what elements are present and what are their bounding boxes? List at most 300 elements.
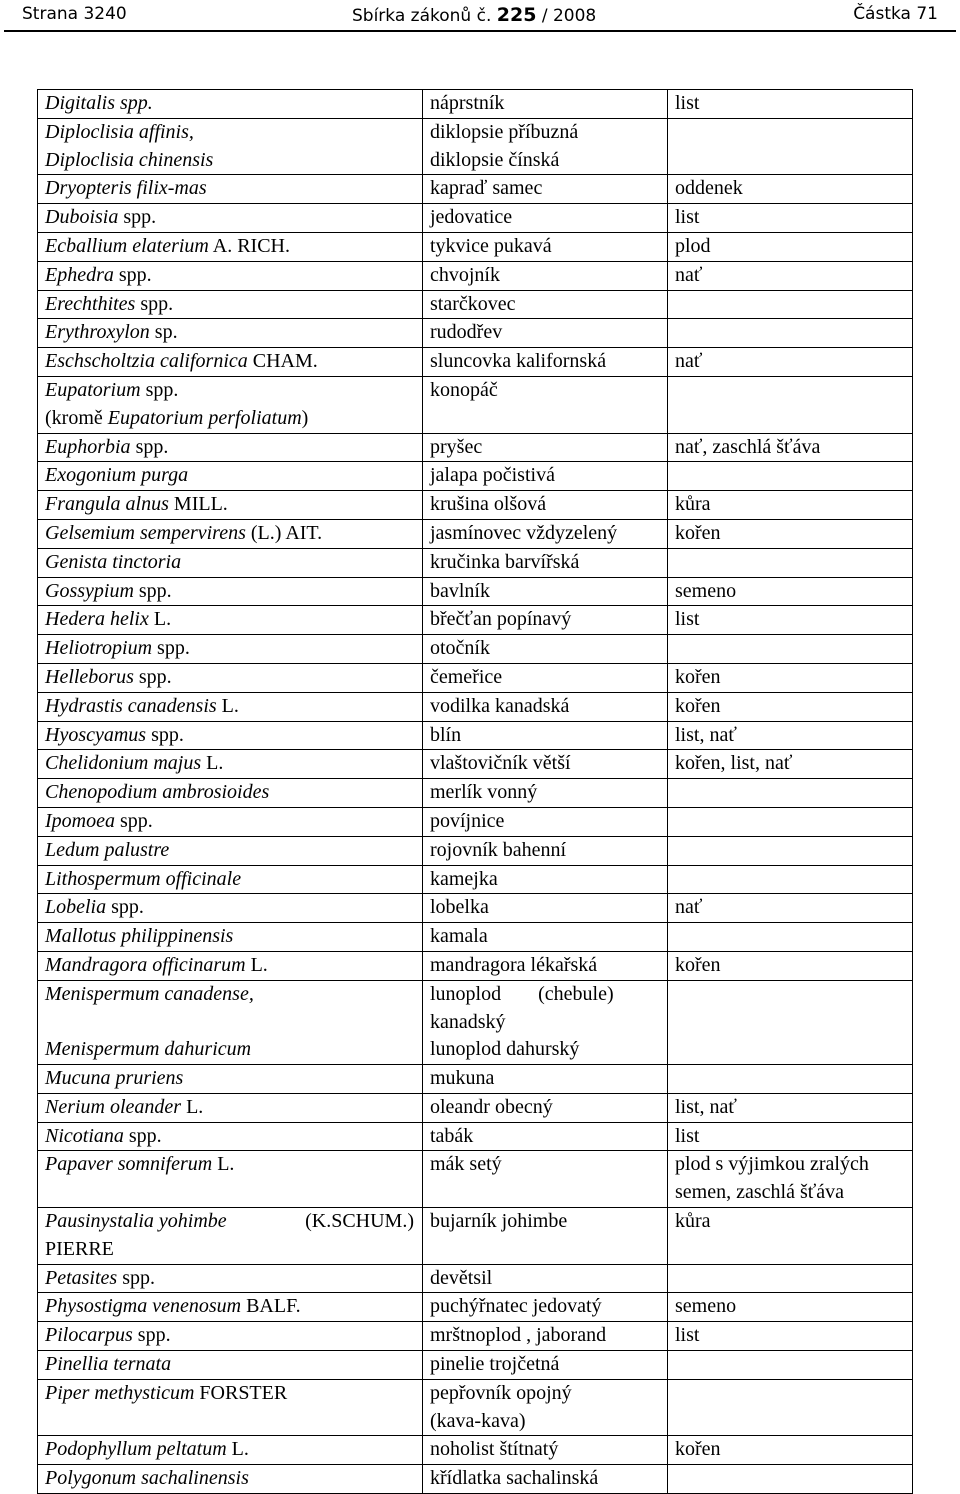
scientific-name-cell bbox=[38, 519, 423, 548]
scientific-name-cell bbox=[38, 1093, 423, 1122]
scientific-name-cell bbox=[38, 462, 423, 491]
author-text: ) bbox=[301, 406, 309, 429]
author-text: (kromě bbox=[45, 406, 108, 429]
common-name-cell bbox=[423, 865, 668, 894]
table-row bbox=[38, 807, 913, 836]
scientific-name-line bbox=[45, 866, 422, 894]
common-name-cell bbox=[423, 951, 668, 980]
taxon-text: Digitalis bbox=[45, 92, 116, 114]
scientific-name-line bbox=[45, 1436, 422, 1464]
common-name-cell bbox=[423, 290, 668, 319]
scientific-name-line bbox=[45, 319, 422, 347]
author-text: (K.SCHUM.) bbox=[305, 1210, 414, 1233]
common-name-line: kamejka bbox=[430, 867, 498, 890]
author-text: MILL. bbox=[168, 493, 228, 516]
plant-part-line: nať bbox=[675, 263, 703, 286]
plant-part-cell bbox=[668, 750, 913, 779]
plant-part-cell bbox=[668, 923, 913, 952]
common-name-cell bbox=[423, 519, 668, 548]
common-name-line: tykvice pukavá bbox=[430, 234, 552, 257]
table-row bbox=[38, 462, 913, 491]
common-name-cell bbox=[423, 721, 668, 750]
taxon-text: Lithospermum officinale bbox=[45, 867, 242, 890]
scientific-name-line bbox=[45, 434, 422, 462]
common-name-line: kamala bbox=[430, 925, 488, 948]
scientific-name-line bbox=[45, 405, 422, 433]
common-name-cell bbox=[423, 1379, 668, 1436]
common-name-cell bbox=[423, 635, 668, 664]
common-name-line: mukuna bbox=[430, 1067, 495, 1090]
scientific-name-line bbox=[45, 808, 422, 836]
plant-part-cell bbox=[668, 865, 913, 894]
author-text: spp. bbox=[113, 263, 152, 286]
plant-part-cell bbox=[668, 261, 913, 290]
page-number: Strana 3240 bbox=[22, 4, 127, 24]
taxon-text: spp. bbox=[120, 92, 153, 114]
common-name-line: mandragora lékařská bbox=[430, 953, 598, 976]
plant-part-cell bbox=[668, 319, 913, 348]
plant-part-cell bbox=[668, 779, 913, 808]
author-text: spp. bbox=[132, 1324, 171, 1347]
plant-part-line: plod s výjimkou zralých bbox=[675, 1153, 869, 1176]
plant-part-cell bbox=[668, 721, 913, 750]
common-name-line: pinelie trojčetná bbox=[430, 1353, 560, 1376]
common-name-line: lunoplod dahurský bbox=[430, 1038, 580, 1061]
scientific-name-cell bbox=[38, 348, 423, 377]
taxon-text: Mucuna pruriens bbox=[45, 1067, 184, 1090]
taxon-text: Papaver somniferum bbox=[45, 1153, 213, 1176]
plant-part-cell bbox=[668, 90, 913, 119]
scientific-name-line bbox=[45, 1322, 422, 1350]
common-name-line: rojovník bahenní bbox=[430, 838, 567, 861]
table-row bbox=[38, 750, 913, 779]
scientific-name-cell bbox=[38, 980, 423, 1064]
plant-part-cell bbox=[668, 433, 913, 462]
taxon-text: Chelidonium majus bbox=[45, 752, 202, 775]
scientific-name-line bbox=[45, 1151, 422, 1179]
author-text: PIERRE bbox=[45, 1237, 114, 1260]
scientific-name-line bbox=[45, 520, 422, 548]
scientific-name-cell bbox=[38, 1351, 423, 1380]
common-name-cell bbox=[423, 577, 668, 606]
taxon-text: Ephedra bbox=[45, 263, 114, 286]
table-row bbox=[38, 1351, 913, 1380]
taxon-text: Ipomoea bbox=[45, 809, 115, 832]
plant-part-cell bbox=[668, 519, 913, 548]
common-name-line: noholist štítnatý bbox=[430, 1438, 559, 1461]
scientific-name-cell bbox=[38, 1208, 423, 1265]
scientific-name-line bbox=[45, 693, 422, 721]
taxon-text: Ecballium elaterium bbox=[45, 234, 209, 257]
common-name-line: kručinka barvířská bbox=[430, 550, 580, 573]
table-row bbox=[38, 1208, 913, 1265]
common-name-line: mrštnoplod , jaborand bbox=[430, 1324, 607, 1347]
common-name-line: čemeřice bbox=[430, 665, 503, 688]
scientific-name-cell bbox=[38, 951, 423, 980]
common-name-line: (kava-kava) bbox=[430, 1409, 526, 1432]
author-text: spp. bbox=[133, 665, 172, 688]
taxon-text: Diploclisia chinensis bbox=[45, 148, 214, 171]
plant-part-cell bbox=[668, 836, 913, 865]
taxon-text: Chenopodium ambrosioides bbox=[45, 781, 270, 804]
plant-part-line: list bbox=[675, 1124, 700, 1147]
author-text: spp. bbox=[140, 378, 179, 401]
table-row bbox=[38, 519, 913, 548]
scientific-name-cell bbox=[38, 491, 423, 520]
table-row bbox=[38, 433, 913, 462]
scientific-name-cell bbox=[38, 1465, 423, 1494]
author-text: spp. bbox=[106, 896, 144, 919]
plant-part-line: kořen bbox=[675, 521, 721, 544]
scientific-name-cell bbox=[38, 807, 423, 836]
scientific-name-line bbox=[45, 90, 422, 118]
taxon-text: Heliotropium bbox=[45, 637, 153, 660]
plant-part-cell bbox=[668, 232, 913, 261]
table-row bbox=[38, 721, 913, 750]
scientific-name-line bbox=[45, 233, 422, 261]
table-row bbox=[38, 1122, 913, 1151]
part-number: Částka 71 bbox=[853, 4, 938, 24]
common-name-cell bbox=[423, 1351, 668, 1380]
common-name-line: oleandr obecný bbox=[430, 1095, 553, 1118]
common-name-cell bbox=[423, 923, 668, 952]
table-row bbox=[38, 1465, 913, 1494]
scientific-name-line bbox=[45, 549, 422, 577]
scientific-name-line bbox=[45, 722, 422, 750]
plant-part-cell bbox=[668, 376, 913, 433]
table-row bbox=[38, 261, 913, 290]
common-name-line: vodilka kanadská bbox=[430, 694, 570, 717]
plant-part-cell bbox=[668, 1465, 913, 1494]
common-name-line: mák setý bbox=[430, 1153, 502, 1176]
common-name-cell bbox=[423, 232, 668, 261]
taxon-text: Eschscholtzia californica bbox=[45, 350, 248, 373]
common-name-line: puchýřnatec jedovatý bbox=[430, 1295, 602, 1318]
plant-part-cell bbox=[668, 1264, 913, 1293]
scientific-name-line bbox=[45, 1036, 422, 1064]
taxon-text: Gossypium bbox=[45, 579, 134, 602]
common-name-cell bbox=[423, 663, 668, 692]
plant-part-cell bbox=[668, 1379, 913, 1436]
scientific-name-line bbox=[45, 779, 422, 807]
table-row bbox=[38, 1322, 913, 1351]
plant-part-cell bbox=[668, 577, 913, 606]
table-row bbox=[38, 90, 913, 119]
taxon-text: Petasites bbox=[45, 1266, 118, 1289]
table-row bbox=[38, 836, 913, 865]
scientific-name-cell bbox=[38, 635, 423, 664]
scientific-name-cell bbox=[38, 433, 423, 462]
scientific-name-cell bbox=[38, 923, 423, 952]
common-name-line: vlaštovičník větší bbox=[430, 752, 571, 775]
table-row bbox=[38, 865, 913, 894]
common-name-line: povíjnice bbox=[430, 809, 505, 832]
author-text: FORSTER bbox=[194, 1381, 288, 1404]
common-name-line: lunoplod (chebule) bbox=[430, 982, 614, 1005]
common-name-cell bbox=[423, 807, 668, 836]
scientific-name-cell bbox=[38, 894, 423, 923]
taxon-text: Euphorbia bbox=[45, 435, 131, 458]
taxon-text: Menispermum dahuricum bbox=[45, 1038, 252, 1061]
scientific-name-cell bbox=[38, 1122, 423, 1151]
scientific-name-line bbox=[45, 262, 422, 290]
common-name-cell bbox=[423, 606, 668, 635]
scientific-name-cell bbox=[38, 865, 423, 894]
plant-part-cell bbox=[668, 807, 913, 836]
scientific-name-cell bbox=[38, 175, 423, 204]
table-row bbox=[38, 232, 913, 261]
plant-part-line: kořen bbox=[675, 953, 721, 976]
scientific-name-line bbox=[45, 837, 422, 865]
table-row bbox=[38, 577, 913, 606]
scientific-name-line bbox=[45, 462, 422, 490]
table-row bbox=[38, 606, 913, 635]
common-name-cell bbox=[423, 1093, 668, 1122]
scientific-name-cell bbox=[38, 232, 423, 261]
taxon-text: Piper methysticum bbox=[45, 1381, 195, 1404]
plant-part-line: kořen bbox=[675, 665, 721, 688]
table-row bbox=[38, 980, 913, 1064]
common-name-cell bbox=[423, 1322, 668, 1351]
scientific-name-cell bbox=[38, 118, 423, 175]
taxon-text: Menispermum canadense, bbox=[45, 982, 254, 1005]
common-name-line: náprstník bbox=[430, 92, 505, 114]
plant-part-cell bbox=[668, 1293, 913, 1322]
taxon-text: Eupatorium perfoliatum bbox=[107, 406, 302, 429]
plant-part-cell bbox=[668, 894, 913, 923]
scientific-name-cell bbox=[38, 1151, 423, 1208]
common-name-cell bbox=[423, 836, 668, 865]
plant-part-line: kořen bbox=[675, 694, 721, 717]
table-row bbox=[38, 491, 913, 520]
scientific-name-line bbox=[45, 491, 422, 519]
plant-part-cell bbox=[668, 1065, 913, 1094]
taxon-text: Hedera helix bbox=[45, 608, 149, 631]
scientific-name-cell bbox=[38, 663, 423, 692]
common-name-line: pryšec bbox=[430, 435, 483, 458]
common-name-cell bbox=[423, 1436, 668, 1465]
scientific-name-cell bbox=[38, 577, 423, 606]
scientific-name-cell bbox=[38, 836, 423, 865]
plant-part-line: nať bbox=[675, 896, 703, 919]
common-name-cell bbox=[423, 750, 668, 779]
scientific-name-line bbox=[45, 1236, 422, 1264]
scientific-name-line bbox=[45, 1380, 422, 1408]
common-name-line: diklopsie příbuzná bbox=[430, 120, 579, 143]
plant-part-cell bbox=[668, 290, 913, 319]
author-text: L. bbox=[212, 1153, 235, 1176]
scientific-name-cell bbox=[38, 376, 423, 433]
plant-part-cell bbox=[668, 635, 913, 664]
author-text: (L.) AIT. bbox=[245, 521, 323, 544]
author-text: spp. bbox=[152, 637, 190, 660]
plant-part-cell bbox=[668, 491, 913, 520]
table-row bbox=[38, 118, 913, 175]
author-text: spp. bbox=[146, 723, 184, 746]
plant-part-cell bbox=[668, 1351, 913, 1380]
common-name-line: devětsil bbox=[430, 1266, 493, 1289]
taxon-text: Hydrastis canadensis bbox=[45, 694, 217, 717]
table-row bbox=[38, 204, 913, 233]
scientific-name-cell bbox=[38, 1264, 423, 1293]
taxon-text: Pausinystalia yohimbe bbox=[45, 1210, 227, 1233]
scientific-name-cell bbox=[38, 692, 423, 721]
common-name-cell bbox=[423, 548, 668, 577]
taxon-text: Nicotiana bbox=[45, 1124, 124, 1147]
scientific-name-line bbox=[45, 1094, 422, 1122]
plant-part-cell bbox=[668, 1093, 913, 1122]
table-row bbox=[38, 635, 913, 664]
plant-part-cell bbox=[668, 1151, 913, 1208]
scientific-name-cell bbox=[38, 750, 423, 779]
scientific-name-line bbox=[45, 923, 422, 951]
author-text: L. bbox=[216, 694, 239, 717]
scientific-name-cell bbox=[38, 1322, 423, 1351]
common-name-line: bujarník johimbe bbox=[430, 1210, 568, 1233]
common-name-line: pepřovník opojný bbox=[430, 1381, 572, 1404]
scientific-name-cell bbox=[38, 319, 423, 348]
scientific-name-line bbox=[45, 952, 422, 980]
page-header bbox=[0, 0, 960, 32]
plant-part-line: plod bbox=[675, 234, 711, 257]
scientific-name-cell bbox=[38, 721, 423, 750]
common-name-cell bbox=[423, 462, 668, 491]
author-text: L. bbox=[201, 752, 224, 775]
table-row bbox=[38, 779, 913, 808]
common-name-line: merlík vonný bbox=[430, 781, 538, 804]
table-row bbox=[38, 1065, 913, 1094]
taxon-text: Mandragora officinarum bbox=[45, 953, 246, 976]
taxon-text: Physostigma venenosum bbox=[45, 1295, 242, 1318]
plant-part-line: list bbox=[675, 608, 700, 631]
table-row bbox=[38, 548, 913, 577]
plant-part-line: list, nať bbox=[675, 1095, 737, 1118]
common-name-cell bbox=[423, 894, 668, 923]
common-name-line: starčkovec bbox=[430, 292, 516, 315]
common-name-cell bbox=[423, 175, 668, 204]
author-text: BALF. bbox=[241, 1295, 301, 1318]
scientific-name-cell bbox=[38, 1436, 423, 1465]
taxon-text: Gelsemium sempervirens bbox=[45, 521, 246, 544]
common-name-cell bbox=[423, 491, 668, 520]
plant-part-line: nať, zaschlá šťáva bbox=[675, 435, 821, 458]
table-row bbox=[38, 1093, 913, 1122]
plant-part-line: semeno bbox=[675, 1295, 737, 1318]
author-text: spp. bbox=[135, 292, 174, 315]
scientific-name-line bbox=[45, 1351, 422, 1379]
author-text: spp. bbox=[117, 1266, 156, 1289]
scientific-name-line bbox=[45, 175, 422, 203]
taxon-text: Frangula alnus bbox=[45, 493, 169, 516]
common-name-line: lobelka bbox=[430, 896, 489, 919]
author-text: spp. bbox=[130, 435, 169, 458]
author-text: A. RICH. bbox=[208, 234, 290, 257]
common-name-cell bbox=[423, 118, 668, 175]
scientific-name-line bbox=[45, 606, 422, 634]
scientific-name-line bbox=[45, 1465, 422, 1493]
author-text: L. bbox=[181, 1095, 204, 1118]
scientific-name-cell bbox=[38, 90, 423, 119]
plant-part-cell bbox=[668, 204, 913, 233]
common-name-line: rudodřev bbox=[430, 321, 503, 344]
common-name-line: konopáč bbox=[430, 378, 498, 401]
scientific-name-line bbox=[45, 1065, 422, 1093]
taxon-text: Exogonium purga bbox=[45, 464, 189, 487]
taxon-text: Helleborus bbox=[45, 665, 134, 688]
scientific-name-line bbox=[45, 1123, 422, 1151]
author-text: L. bbox=[245, 953, 268, 976]
taxon-text: Polygonum sachalinensis bbox=[45, 1467, 249, 1490]
common-name-line: blín bbox=[430, 723, 462, 746]
taxon-text: Genista tinctoria bbox=[45, 550, 182, 573]
common-name-line: kapraď samec bbox=[430, 177, 543, 200]
plant-part-cell bbox=[668, 348, 913, 377]
plant-part-cell bbox=[668, 175, 913, 204]
plant-part-line: list bbox=[675, 1324, 700, 1347]
common-name-cell bbox=[423, 980, 668, 1064]
author-text: spp. bbox=[118, 206, 157, 229]
scientific-name-line bbox=[45, 1009, 422, 1037]
common-name-line: jasmínovec vždyzelený bbox=[430, 521, 618, 544]
common-name-line: sluncovka kalifornská bbox=[430, 350, 607, 373]
table-row bbox=[38, 1436, 913, 1465]
scientific-name-line bbox=[45, 291, 422, 319]
common-name-cell bbox=[423, 692, 668, 721]
common-name-line: chvojník bbox=[430, 263, 500, 286]
taxon-text: Hyoscyamus bbox=[45, 723, 147, 746]
taxon-text: Pilocarpus bbox=[45, 1324, 133, 1347]
common-name-line: křídlatka sachalinská bbox=[430, 1467, 599, 1490]
taxon-text: Duboisia bbox=[45, 206, 119, 229]
common-name-cell bbox=[423, 90, 668, 119]
table-row bbox=[38, 1293, 913, 1322]
plant-part-cell bbox=[668, 1122, 913, 1151]
taxon-text: Erythroxylon bbox=[45, 321, 150, 344]
taxon-text: Pinellia ternata bbox=[45, 1353, 172, 1376]
plant-part-line: oddenek bbox=[675, 177, 743, 200]
plant-part-cell bbox=[668, 118, 913, 175]
scientific-name-line bbox=[45, 664, 422, 692]
table-row bbox=[38, 175, 913, 204]
common-name-cell bbox=[423, 1122, 668, 1151]
scientific-name-cell bbox=[38, 261, 423, 290]
plant-part-cell bbox=[668, 980, 913, 1064]
author-text: L. bbox=[148, 608, 172, 631]
scientific-name-line bbox=[45, 119, 422, 147]
taxon-text: Lobelia bbox=[45, 896, 107, 919]
plant-part-cell bbox=[668, 462, 913, 491]
scientific-name-line bbox=[45, 894, 422, 922]
common-name-cell bbox=[423, 348, 668, 377]
scientific-name-cell bbox=[38, 1379, 423, 1436]
common-name-line: diklopsie čínská bbox=[430, 148, 560, 171]
plant-part-line: list bbox=[675, 92, 700, 114]
common-name-line: tabák bbox=[430, 1124, 474, 1147]
common-name-cell bbox=[423, 1264, 668, 1293]
taxon-text: Podophyllum peltatum bbox=[45, 1438, 227, 1461]
taxon-text: Mallotus philippinensis bbox=[45, 925, 234, 948]
scientific-name-cell bbox=[38, 1065, 423, 1094]
table-row bbox=[38, 1379, 913, 1436]
table-row bbox=[38, 348, 913, 377]
table-row bbox=[38, 951, 913, 980]
scientific-name-line bbox=[45, 635, 422, 663]
author-text: spp. bbox=[114, 809, 153, 832]
scientific-name-cell bbox=[38, 606, 423, 635]
common-name-line: krušina olšová bbox=[430, 493, 547, 516]
table-row bbox=[38, 923, 913, 952]
table-row bbox=[38, 290, 913, 319]
